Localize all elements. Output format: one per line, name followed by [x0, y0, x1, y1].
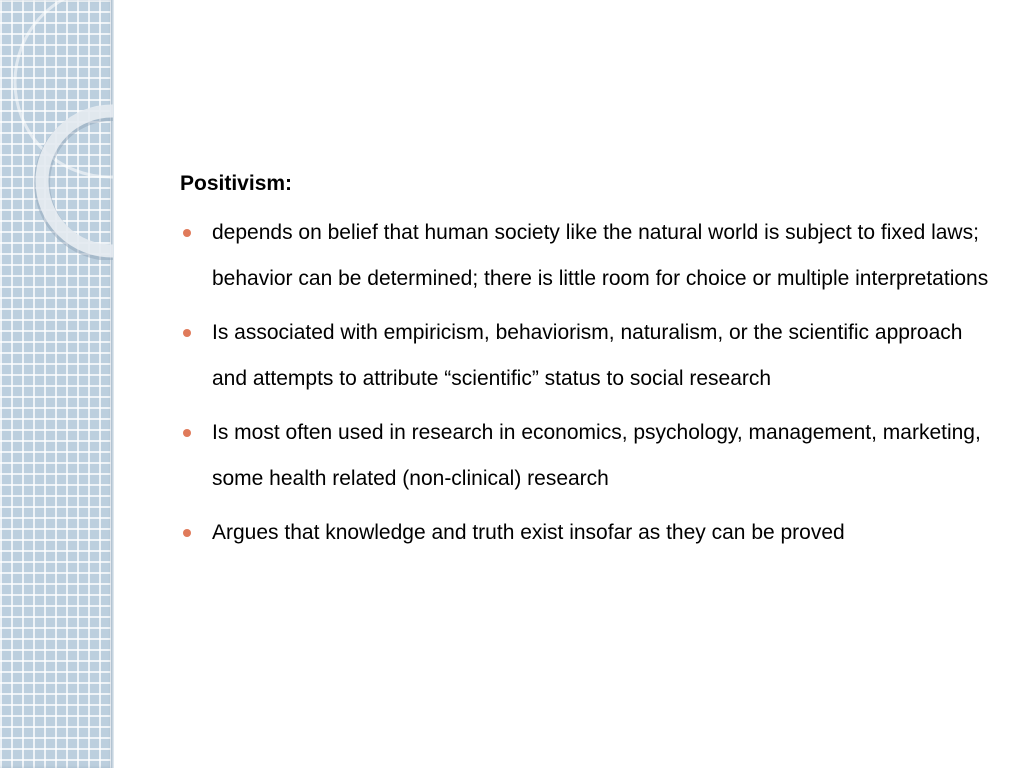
bullet-list	[180, 210, 1000, 556]
bullet-dot-icon	[183, 529, 191, 537]
decorative-rings	[0, 0, 113, 260]
upper-ring	[15, 0, 113, 177]
bullet-item	[180, 410, 1000, 502]
bullet-text: depends on belief that human society like the natural world is subject to fixed laws; behavior can be determined; there is little room for choice or multiple interpretations	[212, 221, 989, 290]
bullet-dot-icon	[183, 329, 191, 337]
bullet-item	[180, 210, 1000, 302]
bullet-dot-icon	[183, 429, 191, 437]
bullet-dot-icon	[183, 229, 191, 237]
bullet-text: Is associated with empiricism, behaviorism, naturalism, or the scientific approach and attempts to attribute “scientific” status to social research	[212, 321, 963, 390]
bullet-text: Argues that knowledge and truth exist insofar as they can be proved	[212, 521, 845, 544]
bullet-text: Is most often used in research in economics, psychology, management, marketing, some health related (non-clinical) research	[212, 421, 981, 490]
bullet-item	[180, 310, 1000, 402]
bullet-item	[180, 510, 1000, 556]
slide-heading: Positivism:	[180, 172, 293, 195]
slide-content	[180, 168, 1000, 564]
